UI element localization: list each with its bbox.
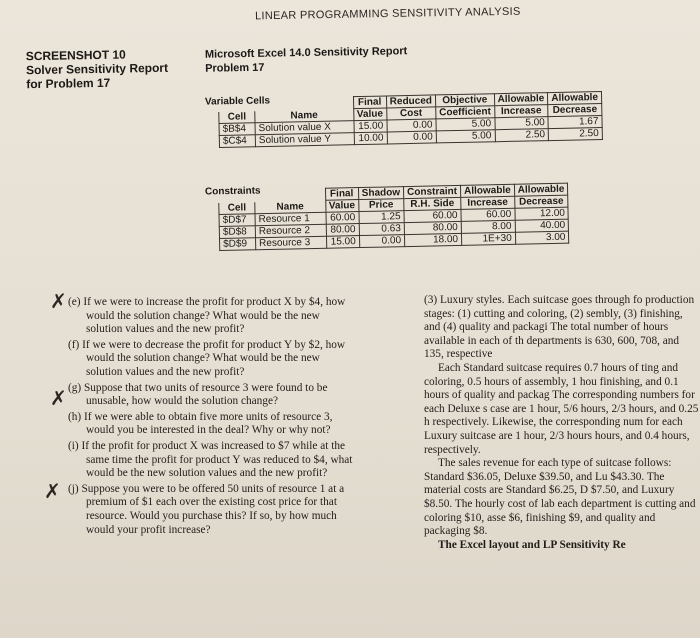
question-f: (f) If we were to decrease the profit for product Y by $2, how would the solution change? What would be the new solution values and the new profit? [68, 338, 346, 378]
table-cell: 0.63 [359, 223, 405, 236]
question-j: (j) Suppose you were to be offered 50 units of resource 1 at a premium of $1 each over the existing cost price for that resource. Would you purchase this? If so, by how much would your profit increase? [68, 482, 345, 536]
table-cell: 15.00 [326, 236, 359, 249]
header-cell: Increase [461, 196, 515, 209]
paragraph: The sales revenue for each type of suitcase follows: Standard $36.05, Deluxe $39.50, and Lu $43.30. The material costs are Standard $6.25, D $7.50, and Luxury $8.50. The hourly cost of lab each department is cutting and coloring $10, asse $6, finishing $9, and quality and packaging $8. [424, 457, 696, 538]
variable-cells-table [218, 91, 603, 148]
table-cell: 0.00 [359, 235, 405, 248]
table-cell: Solution value X [255, 121, 354, 135]
header-cell: Value [325, 200, 358, 213]
screenshot-number: SCREENSHOT 10 [25, 47, 126, 64]
report-problem: Problem 17 [205, 61, 265, 75]
table-cell: $D$8 [219, 226, 255, 239]
header-cell: Value [353, 108, 386, 121]
header-cell: Final [325, 188, 358, 201]
report-title [205, 44, 408, 76]
question-h: (h) If we were able to obtain five more units of resource 3, would you be interested in the deal? Why or why not? [68, 410, 333, 437]
header-cell [219, 99, 255, 112]
screenshot-caption [26, 47, 169, 91]
header-cell: Allowable [548, 91, 602, 104]
table-cell: 0.00 [387, 131, 436, 144]
table-cell: 10.00 [354, 132, 387, 145]
table-cell: Resource 3 [256, 236, 327, 249]
table-cell: 1.25 [359, 211, 405, 224]
question-e: (e) If we were to increase the profit for product X by $4, how would the solution change? What would be the new solution values and the new profit? [68, 296, 346, 336]
screenshot-title: Solver Sensitivity Report [25, 60, 169, 78]
handwritten-x-mark-e: ✗ [50, 291, 67, 313]
table-cell: 15.00 [353, 120, 386, 133]
table-cell: $C$4 [219, 135, 255, 148]
table-cell: Solution value Y [255, 133, 354, 147]
table-cell: 1.67 [548, 115, 602, 128]
paragraph: Each Standard suitcase requires 0.7 hours of ting and coloring, 0.5 hours of assembly, 1 hou finishing, and 0.1 hours of quality and packag The corresponding numbers for each Deluxe s case are 1 hour, 5/6 hours, 2/3 hours, and 0.25 h respectively. Likewise, the corresponding num for each Luxury suitcase are 1 hour, 2/3 hours hours, and 0.4 hours, respectively. [424, 361, 699, 456]
header-cell [219, 190, 255, 203]
header-cell: Cell [219, 202, 255, 215]
question-i: (i) If the profit for product X was increased to $7 while at the same time the profit for product Y was reduced to $4, what would be the new solution values and the new profit? [68, 439, 353, 480]
table-cell: 60.00 [404, 209, 461, 222]
paragraph: (3) Luxury styles. Each suitcase goes through fo production stages: (1) cutting and coloring, (2) sembly, (3) finishing, and (4) quality and packagi The total number of hours available in each of th departments is 630, 600, 708, and 135, respective [424, 294, 695, 361]
table-cell: Resource 2 [255, 224, 326, 237]
table-cell: 2.50 [495, 129, 549, 142]
table-cell: 40.00 [515, 219, 569, 232]
header-cell: R.H. Side [404, 197, 461, 210]
table-cell: 80.00 [404, 221, 461, 234]
header-cell: Cell [219, 111, 255, 124]
handwritten-x-mark-i: ✗ [44, 481, 61, 503]
table-cell: 5.00 [436, 118, 495, 131]
header-cell: Shadow [358, 187, 404, 200]
header-cell: Reduced [386, 95, 435, 108]
table-cell: $B$4 [219, 123, 255, 136]
constraints-title: Constraints [204, 185, 261, 198]
header-cell: Name [255, 200, 326, 213]
report-software: Microsoft Excel 14.0 Sensitivity Report [204, 45, 408, 61]
table-cell: 2.50 [548, 127, 602, 140]
table-cell: 8.00 [461, 220, 515, 233]
table-cell: 5.00 [494, 117, 548, 130]
header-cell: Decrease [548, 103, 602, 116]
table-cell: 0.00 [387, 119, 436, 132]
table-cell: 12.00 [515, 207, 569, 220]
running-header: LINEAR PROGRAMMING SENSITIVITY ANALYSIS [254, 5, 521, 23]
header-cell: Cost [386, 107, 435, 120]
header-cell: Allowable [460, 184, 514, 197]
header-cell: Allowable [514, 183, 568, 196]
header-cell: Constraint [403, 185, 460, 198]
questions-column [64, 296, 358, 539]
table-cell: Resource 1 [255, 212, 326, 225]
table-cell: 60.00 [325, 212, 358, 225]
question-g: (g) Suppose that two units of resource 3 were found to be unusable, how would the solution change? [68, 381, 328, 408]
problem-text-column [424, 294, 700, 638]
header-cell: Coefficient [436, 106, 495, 119]
header-cell: Increase [494, 105, 548, 118]
table-cell: 60.00 [461, 208, 515, 221]
table-cell: 3.00 [515, 231, 569, 244]
table-cell: $D$9 [220, 238, 256, 251]
handwritten-x-mark-g: ✗ [50, 388, 67, 410]
screenshot-subtitle: for Problem 17 [26, 75, 111, 92]
header-cell: Name [255, 109, 354, 123]
table-cell: 80.00 [326, 224, 359, 237]
table-cell: $D$7 [219, 214, 255, 227]
table-cell: 5.00 [436, 130, 495, 143]
header-cell: Decrease [514, 195, 568, 208]
constraints-table [218, 183, 570, 251]
header-cell: Final [353, 96, 386, 109]
paragraph: The Excel layout and LP Sensitivity Re [438, 538, 626, 551]
table-cell: 1E+30 [461, 232, 515, 245]
table-cell: 18.00 [404, 233, 461, 246]
header-cell: Allowable [494, 93, 548, 106]
variable-cells-title: Variable Cells [204, 95, 271, 108]
header-cell: Price [358, 199, 404, 212]
header-cell: Objective [435, 94, 494, 107]
